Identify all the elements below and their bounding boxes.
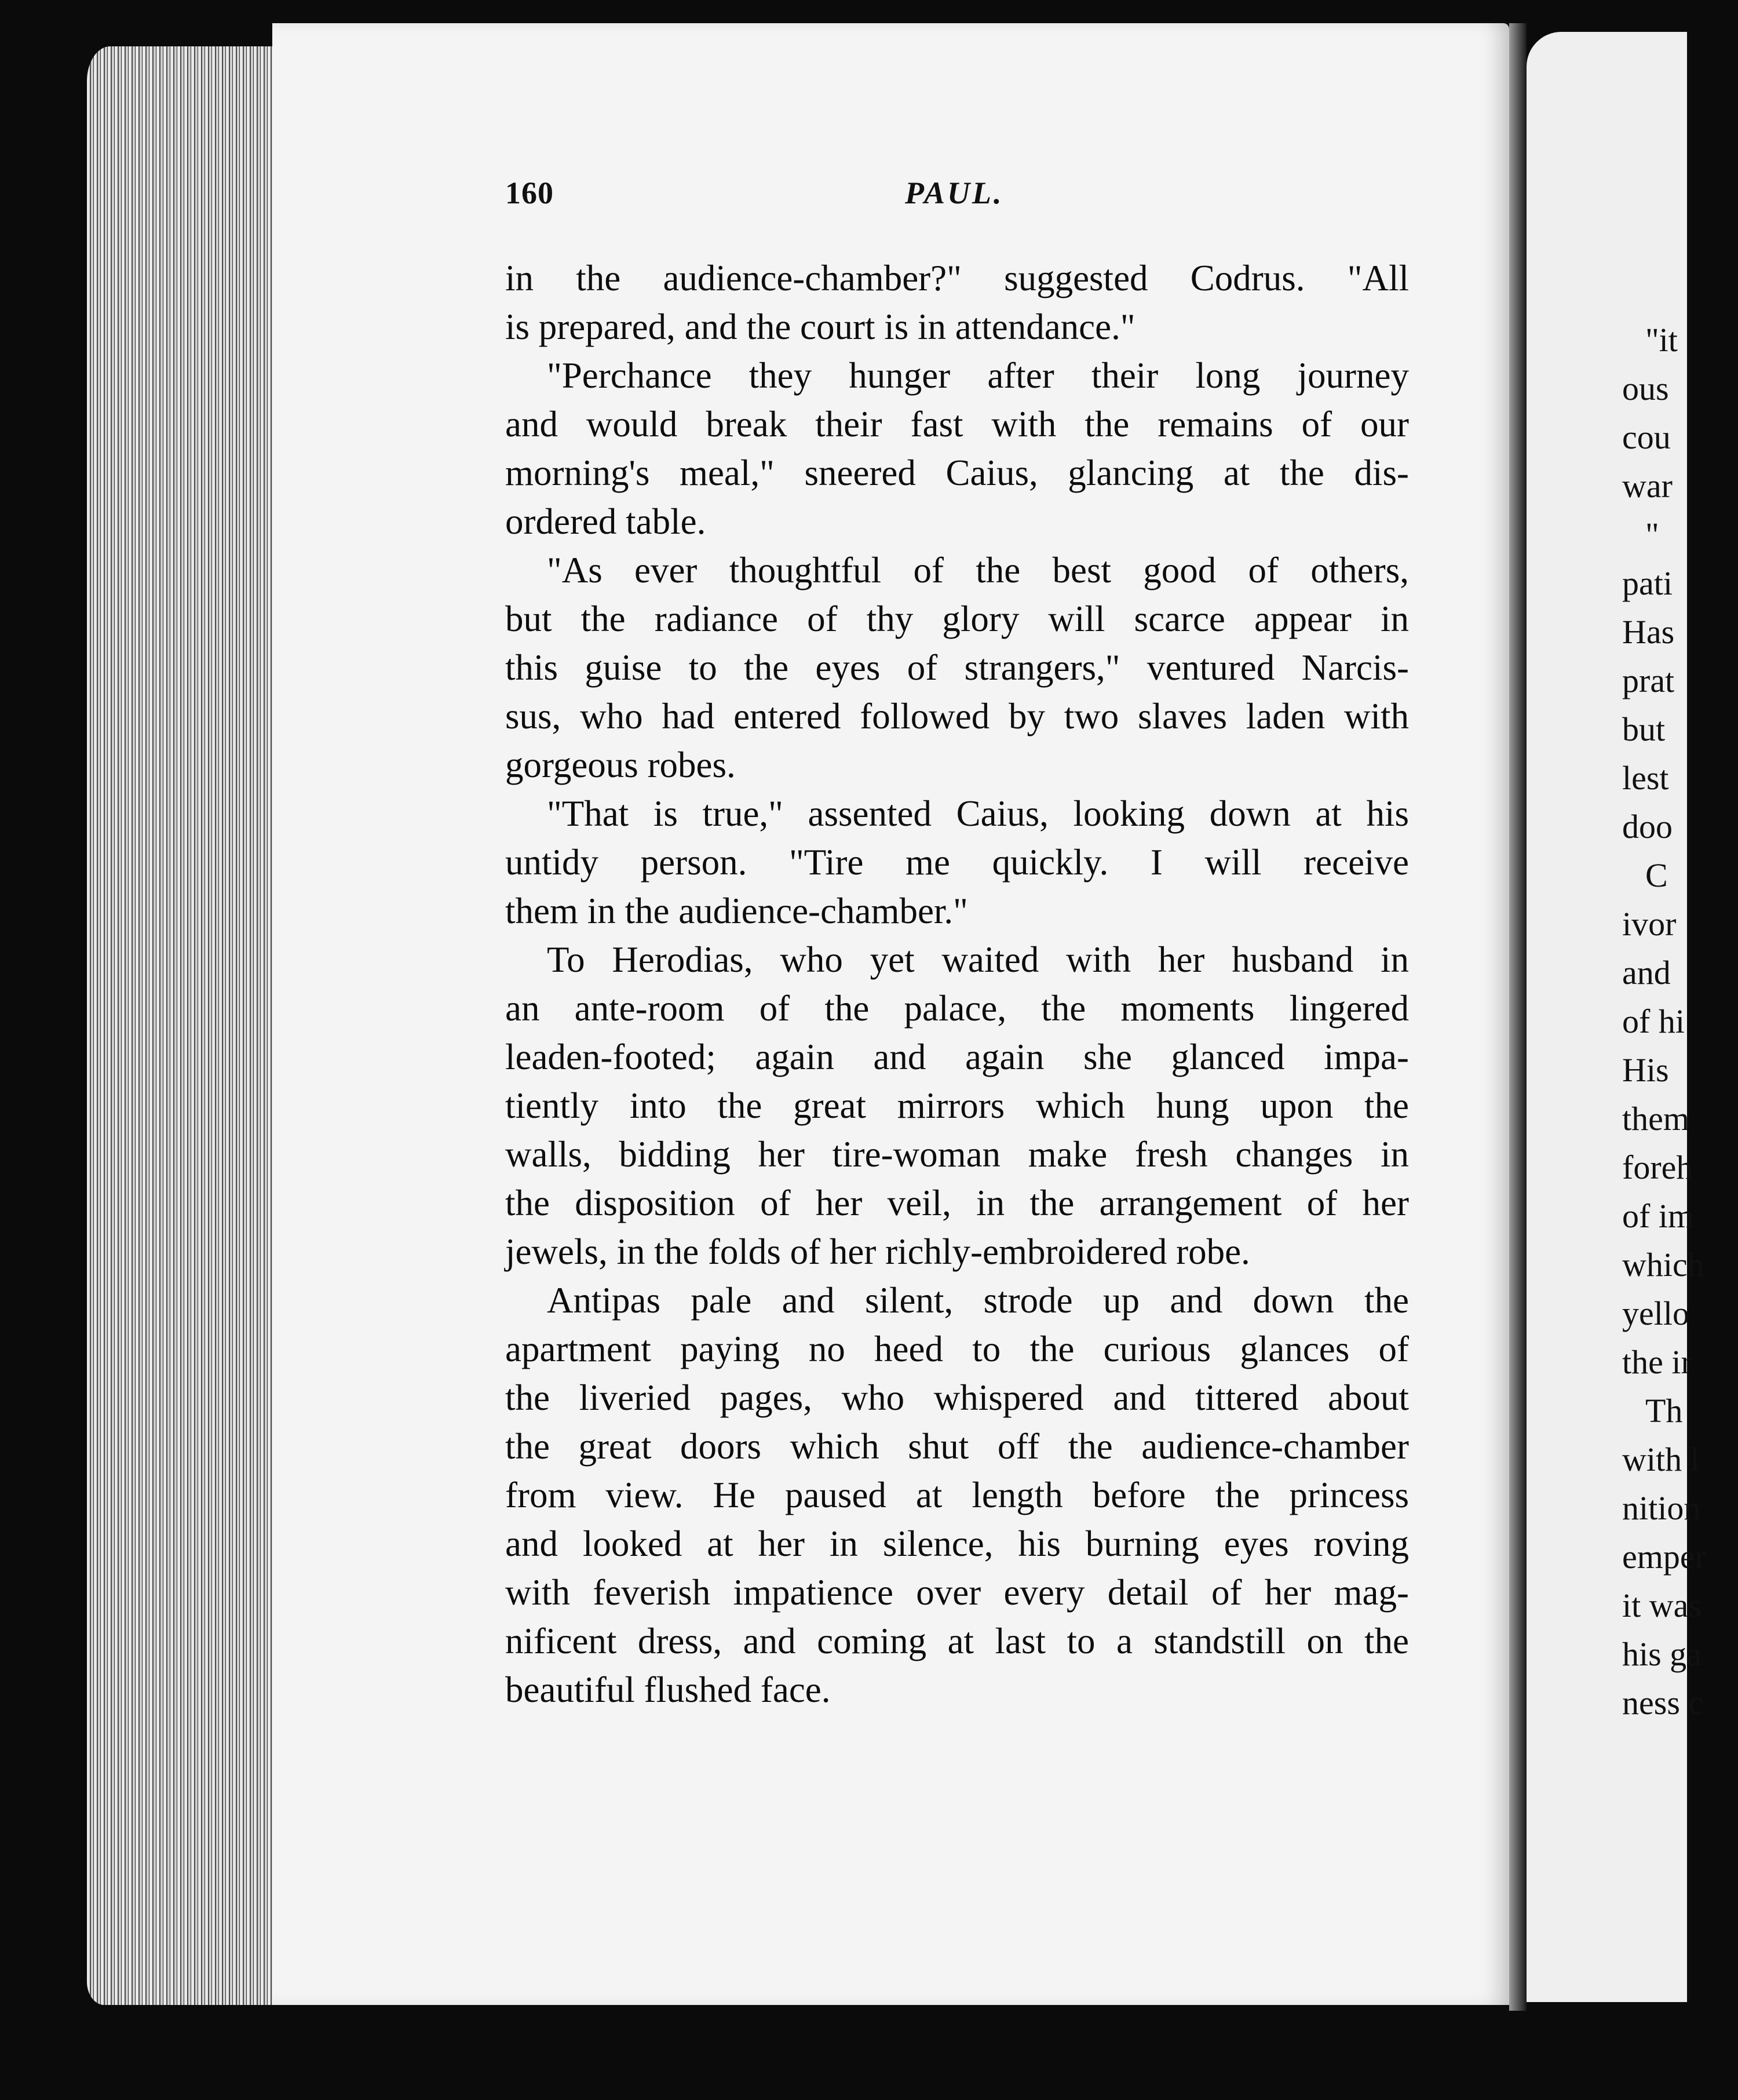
right-page-text-line: nition [1622, 1489, 1701, 1527]
right-page-text-line: Th [1645, 1392, 1683, 1430]
text-line: tiently into the great mirrors which hung upon the [505, 1085, 1409, 1126]
text-line: an ante-room of the palace, the moments lingered [505, 988, 1409, 1029]
right-page-text-line: " [1645, 516, 1659, 553]
right-page-text-line: of hi [1622, 1002, 1685, 1040]
right-page-text-line: "it [1645, 321, 1678, 359]
text-line: with feverish impatience over every detail of her mag- [505, 1572, 1409, 1613]
text-line: jewels, in the folds of her richly-embroidered robe. [505, 1231, 1250, 1272]
book-gutter [1509, 23, 1527, 2011]
text-line: the great doors which shut off the audience-chamber [505, 1426, 1409, 1467]
right-page-text-line: His [1622, 1051, 1669, 1089]
right-page-text-line: ivor [1622, 905, 1677, 943]
text-line: is prepared, and the court is in attendance." [505, 307, 1135, 347]
right-page-text-line: of im [1622, 1197, 1695, 1235]
right-page-text-line: which [1622, 1246, 1704, 1284]
right-page-text-line: prat [1622, 662, 1675, 699]
text-line: in the audience-chamber?" suggested Codrus. "All [505, 258, 1409, 298]
text-line: apartment paying no heed to the curious glances of [505, 1329, 1409, 1369]
text-line: sus, who had entered followed by two slaves laden with [505, 696, 1409, 737]
right-page-text-line: the ir [1622, 1343, 1692, 1381]
text-line: Antipas pale and silent, strode up and down the [547, 1280, 1409, 1321]
text-line: untidy person. "Tire me quickly. I will receive [505, 842, 1409, 883]
right-page-text-line: Has [1622, 613, 1675, 651]
text-line: this guise to the eyes of strangers," ventured Narcis- [505, 647, 1409, 688]
right-page-text-line: cou [1622, 418, 1671, 456]
right-page-text-line: doo [1622, 808, 1673, 845]
right-page-text-line: war [1622, 467, 1673, 505]
text-line: "As ever thoughtful of the best good of others, [547, 550, 1409, 590]
text-line: morning's meal," sneered Caius, glancing at the dis- [505, 453, 1409, 493]
text-line: the disposition of her veil, in the arrangement of her [505, 1183, 1409, 1223]
text-line: ordered table. [505, 501, 706, 542]
book-page-edges [87, 46, 278, 2005]
page-number: 160 [505, 176, 554, 210]
text-line: from view. He paused at length before the princess [505, 1475, 1409, 1515]
right-page-text-line: pati [1622, 564, 1673, 602]
right-page-text-line: foreh [1622, 1149, 1693, 1186]
text-line: walls, bidding her tire-woman make fresh changes in [505, 1134, 1409, 1175]
running-head [505, 175, 1409, 221]
text-line: and would break their fast with the remains of our [505, 404, 1409, 444]
right-page-text-fragments [1622, 316, 1738, 1727]
text-line: "Perchance they hunger after their long journey [547, 355, 1409, 396]
right-page-text-line: it was [1622, 1587, 1702, 1624]
text-line: beautiful flushed face. [505, 1669, 831, 1710]
right-page-text-line: them [1622, 1100, 1689, 1138]
text-line: To Herodias, who yet waited with her husband in [547, 939, 1409, 980]
text-line: the liveried pages, who whispered and tittered about [505, 1377, 1409, 1418]
right-page-text-line: ness c [1622, 1684, 1704, 1722]
right-page-text-line: with l [1622, 1441, 1700, 1478]
right-page-text-line: C [1645, 856, 1668, 894]
text-line: them in the audience-chamber." [505, 891, 968, 931]
right-page-text-line: emper [1622, 1538, 1706, 1576]
text-line: leaden-footed; again and again she glanced impa- [505, 1037, 1409, 1077]
text-line: and looked at her in silence, his burning eyes roving [505, 1523, 1409, 1564]
text-line: nificent dress, and coming at last to a standstill on the [505, 1621, 1409, 1661]
right-page-text-line: lest [1622, 759, 1669, 797]
right-page-text-line: ous [1622, 370, 1669, 407]
text-line: "That is true," assented Caius, looking down at his [547, 793, 1409, 834]
page-title: PAUL. [905, 176, 1004, 210]
right-page-text-line: yello [1622, 1295, 1689, 1332]
right-page-text-line: but [1622, 710, 1666, 748]
right-page-text-line: and [1622, 954, 1671, 991]
text-line: gorgeous robes. [505, 745, 736, 785]
text-line: but the radiance of thy glory will scarce appear in [505, 599, 1409, 639]
right-page-text-line: his ga [1622, 1635, 1702, 1673]
main-text-block [505, 254, 1409, 1714]
